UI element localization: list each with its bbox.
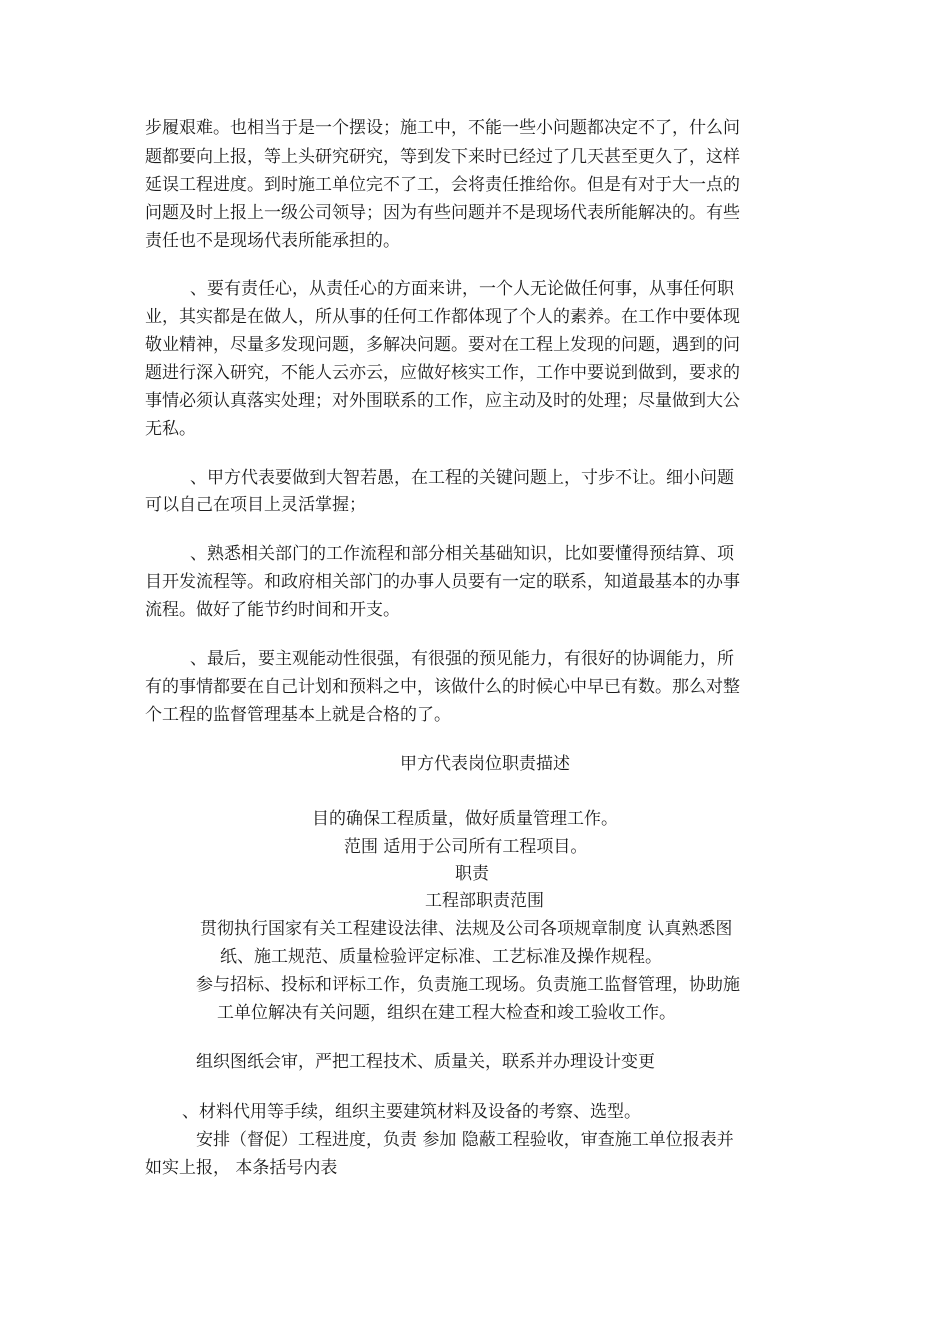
paragraph-line: 可以自己在项目上灵活掌握； <box>145 495 366 515</box>
paragraph-line: 有的事情都要在自己计划和预料之中，该做什么的时候心中早已有数。那么对整 <box>145 677 740 697</box>
paragraph-line: 无私。 <box>145 419 196 439</box>
purpose-line: 目的确保工程质量，做好质量管理工作。 <box>312 809 618 829</box>
paragraph-line: 目开发流程等。和政府相关部门的办事人员要有一定的联系，知道最基本的办事 <box>145 572 740 592</box>
duty-item-line: 纸、施工规范、质量检验评定标准、工艺标准及操作规程。 <box>220 947 662 967</box>
duty-item-line: 安排（督促）工程进度，负责 参加 隐蔽工程验收，审查施工单位报表并 <box>196 1130 734 1150</box>
paragraph-line: 、熟悉相关部门的工作流程和部分相关基础知识，比如要懂得预结算、项 <box>190 544 734 564</box>
paragraph-line: 、最后，要主观能动性很强，有很强的预见能力，有很好的协调能力，所 <box>190 649 734 669</box>
paragraph-line: 责任也不是现场代表所能承担的。 <box>145 231 400 251</box>
section-title: 甲方代表岗位职责描述 <box>400 754 570 774</box>
paragraph-line: 、要有责任心，从责任心的方面来讲，一个人无论做任何事，从事任何职 <box>190 279 734 299</box>
duty-item-line: 组织图纸会审，严把工程技术、质量关，联系并办理设计变更 <box>196 1052 655 1072</box>
duty-item-line: 如实上报， 本条括号内表 <box>145 1158 338 1178</box>
paragraph-line: 个工程的监督管理基本上就是合格的了。 <box>145 705 451 725</box>
scope-line: 范围 适用于公司所有工程项目。 <box>344 837 588 857</box>
paragraph-line: 敬业精神，尽量多发现问题，多解决问题。要对在工程上发现的问题，遇到的问 <box>145 335 740 355</box>
duty-heading: 职责 <box>455 864 489 884</box>
paragraph-line: 题都要向上报，等上头研究研究，等到发下来时已经过了几天甚至更久了，这样 <box>145 147 740 167</box>
paragraph-line: 延误工程进度。到时施工单位完不了工，会将责任推给你。但是有对于大一点的 <box>145 175 740 195</box>
paragraph-line: 、甲方代表要做到大智若愚，在工程的关键问题上，寸步不让。细小问题 <box>190 468 734 488</box>
paragraph-line: 流程。做好了能节约时间和开支。 <box>145 600 400 620</box>
paragraph-line: 业，其实都是在做人，所从事的任何工作都体现了个人的素养。在工作中要体现 <box>145 307 740 327</box>
duty-item-line: 工单位解决有关问题，组织在建工程大检查和竣工验收工作。 <box>217 1003 676 1023</box>
duty-item-line: 贯彻执行国家有关工程建设法律、法规及公司各项规章制度 认真熟悉图 <box>200 919 733 939</box>
paragraph-line: 题进行深入研究，不能人云亦云，应做好核实工作，工作中要说到做到，要求的 <box>145 363 740 383</box>
duty-item-line: 、材料代用等手续，组织主要建筑材料及设备的考察、选型。 <box>182 1102 641 1122</box>
duty-item-line: 参与招标、投标和评标工作，负责施工现场。负责施工监督管理，协助施 <box>196 975 740 995</box>
paragraph-line: 事情必须认真落实处理；对外围联系的工作，应主动及时的处理；尽量做到大公 <box>145 391 740 411</box>
paragraph-line: 问题及时上报上一级公司领导；因为有些问题并不是现场代表所能解决的。有些 <box>145 203 740 223</box>
dept-heading: 工程部职责范围 <box>425 891 544 911</box>
paragraph-line: 步履艰难。也相当于是一个摆设；施工中，不能一些小问题都决定不了，什么问 <box>145 118 740 138</box>
